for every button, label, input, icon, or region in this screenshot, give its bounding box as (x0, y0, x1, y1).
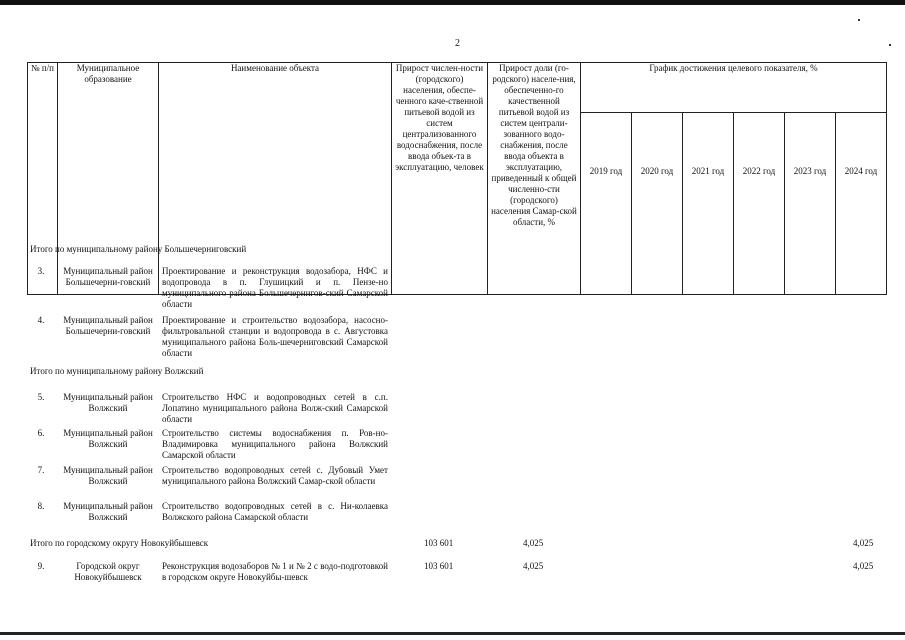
row-number: 5. (37, 392, 45, 402)
year-2022-header: 2022 год (734, 113, 785, 295)
row-number: 7. (37, 465, 45, 475)
total-2024-value: 4,025 (853, 538, 874, 548)
page-number: 2 (455, 38, 460, 49)
top-rule (0, 0, 905, 5)
row-2024-value: 4,025 (853, 561, 874, 571)
row-object: Проектирование и реконструкция водозабора, НФС и водопровода в п. Глушицкий и п. Пензе-но муниципального района Большечернигов-ский Самарской области (162, 266, 388, 309)
row-municipality: Муниципальный район Волжский (63, 501, 153, 522)
row-number: 6. (37, 428, 45, 438)
scan-speck (889, 44, 891, 46)
row-object: Проектирование и строительство водозабора, насосно-фильтровальной станции и водопровода в с. Августовка муниципального района Боль-шечерниговский Самарской области (162, 315, 388, 358)
total-row-bolshechernigovsky: Итого по муниципальному району Большечерниговский (30, 244, 247, 254)
row-share-value: 4,025 (523, 561, 544, 571)
total-row-novokuibyshevsk: Итого по городскому округу Новокуйбышевск (30, 538, 209, 548)
col-schedule-header: График достижения целевого показателя, % (581, 63, 887, 113)
row-object: Строительство системы водоснабжения п. Ров-но-Владимировка муниципального района Волжский Самарской области (162, 428, 388, 460)
year-2019-header: 2019 год (581, 113, 632, 295)
col-municipality-header: Муниципальное образование (58, 63, 159, 295)
year-2023-header: 2023 год (785, 113, 836, 295)
row-municipality: Муниципальный район Волжский (63, 392, 153, 413)
total-row-volzhsky: Итого по муниципальному району Волжский (30, 366, 204, 376)
col-no-header: № п/п (28, 63, 58, 295)
header-table (27, 62, 887, 295)
col-share-header: Прирост доли (го-родского) населе-ния, обеспеченно-го качественной питьевой водой из систем централи-зованного водо-снабжения, после ввода объекта в эксплуатацию, приведенный к общей численно-сти (городского) населения Самар-ской области, % (488, 63, 581, 295)
row-object: Строительство водопроводных сетей в с. Ни-колаевка Волжского района Самарской области (162, 501, 388, 522)
row-object: Реконструкция водозаборов № 1 и № 2 с водо-подготовкой в городском округе Новокуйбы-шевск (162, 561, 388, 582)
col-population-header: Прирост числен-ности (городского) населения, обеспе-ченного каче-ственной питьевой водой из систем централизованного водоснабжения, после ввода объек-та в эксплуатацию, человек (392, 63, 488, 295)
total-share-value: 4,025 (523, 538, 544, 548)
year-2024-header: 2024 год (836, 113, 887, 295)
row-municipality: Муниципальный район Большечерни-говский (63, 315, 153, 336)
row-object: Строительство водопроводных сетей с. Дубовый Умет муниципального района Волжский Самар-ской области (162, 465, 388, 486)
row-municipality: Муниципальный район Большечерни-говский (63, 266, 153, 287)
col-object-header: Наименование объекта (159, 63, 392, 295)
total-population-value: 103 601 (424, 538, 454, 548)
row-number: 4. (37, 315, 45, 325)
row-object: Строительство НФС и водопроводных сетей в с.п. Лопатино муниципального района Волж-ский Самарской области (162, 392, 388, 424)
row-number: 9. (37, 561, 45, 571)
year-2021-header: 2021 год (683, 113, 734, 295)
row-municipality: Муниципальный район Волжский (63, 428, 153, 449)
row-number: 3. (37, 266, 45, 276)
bottom-rule (0, 632, 905, 635)
scan-speck (858, 19, 860, 21)
row-population-value: 103 601 (424, 561, 454, 571)
row-number: 8. (37, 501, 45, 511)
row-municipality: Муниципальный район Волжский (63, 465, 153, 486)
row-municipality: Городской округ Новокуйбышевск (74, 561, 142, 582)
year-2020-header: 2020 год (632, 113, 683, 295)
